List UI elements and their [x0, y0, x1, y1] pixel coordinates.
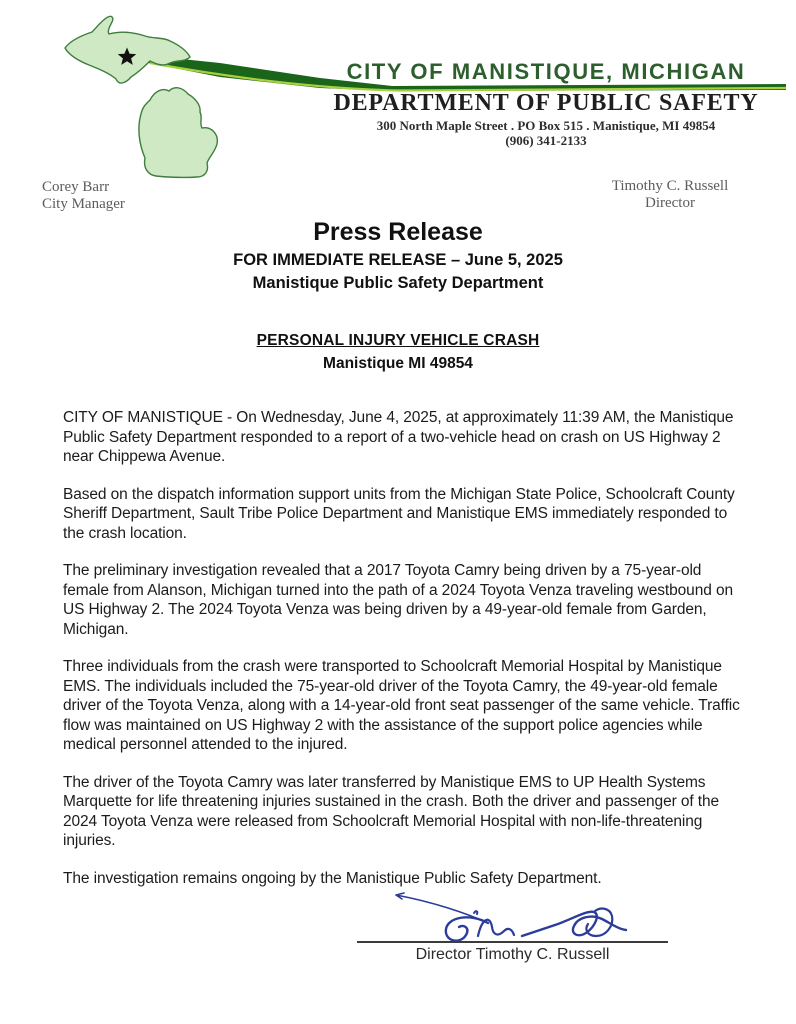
subject-title: PERSONAL INJURY VEHICLE CRASH: [256, 332, 540, 349]
official-right: [580, 178, 760, 211]
address-line: 300 North Maple Street . PO Box 515 . Manistique, MI 49854: [376, 118, 716, 133]
body-paragraph-3: The preliminary investigation revealed that a 2017 Toyota Camry being driven by a 75-year-old female from Alanson, Michigan turned into the path of a 2024 Toyota Venza traveling westbound on US Highway 2. The 2024 Toyota Venza was being driven by a 49-year-old female from Garden, Michigan.: [63, 562, 733, 638]
michigan-mitten-icon: [139, 88, 217, 178]
signature-caption: Director Timothy C. Russell: [415, 946, 610, 963]
subject-location: Manistique MI 49854: [323, 355, 473, 372]
signature-ink: [388, 886, 634, 946]
letterhead: [328, 60, 764, 148]
official-right-name: Timothy C. Russell: [611, 178, 729, 194]
immediate-release-line: FOR IMMEDIATE RELEASE – June 5, 2025: [233, 251, 563, 269]
official-left-title: City Manager: [42, 195, 125, 212]
body-paragraph-6: The investigation remains ongoing by the Manistique Public Safety Department.: [63, 869, 602, 887]
city-title: CITY OF MANISTIQUE, MICHIGAN: [346, 59, 746, 84]
department-title: DEPARTMENT OF PUBLIC SAFETY: [333, 90, 759, 116]
body-text: [63, 408, 741, 906]
phone-line: (906) 341-2133: [505, 133, 587, 148]
body-paragraph-1: CITY OF MANISTIQUE - On Wednesday, June 4, 2025, at approximately 11:39 AM, the Manistique Public Safety Department responded to a report of a two-vehicle head on crash on US Highway 2 near Chippewa Avenue.: [63, 409, 734, 465]
release-department-line: Manistique Public Safety Department: [252, 274, 544, 292]
body-paragraph-4: Three individuals from the crash were transported to Schoolcraft Memorial Hospital by Manistique EMS. The individuals included the 75-year-old driver of the Toyota Camry, the 49-year-old female driver of the Toyota Venza, along with a 14-year-old front seat passenger of the same vehicle. Traffic flow was maintained on US Highway 2 with the assistance of the support police agencies while medical personnel attended to the injured.: [63, 658, 740, 753]
official-left: [42, 179, 125, 212]
press-release-title: Press Release: [313, 218, 483, 246]
official-right-title: Director: [645, 194, 695, 211]
body-paragraph-5: The driver of the Toyota Camry was later transferred by Manistique EMS to UP Health Systems Marquette for life threatening injuries sustained in the crash. Both the driver and passenger of the 2024 Toyota Venza were released from Schoolcraft Memorial Hospital with non-life-threatening injuries.: [63, 773, 720, 849]
official-left-name: Corey Barr: [42, 179, 110, 195]
body-paragraph-2: Based on the dispatch information support units from the Michigan State Police, Schoolcraft County Sheriff Department, Sault Tribe Police Department and Manistique EMS immediately responded to the crash location.: [63, 485, 735, 542]
